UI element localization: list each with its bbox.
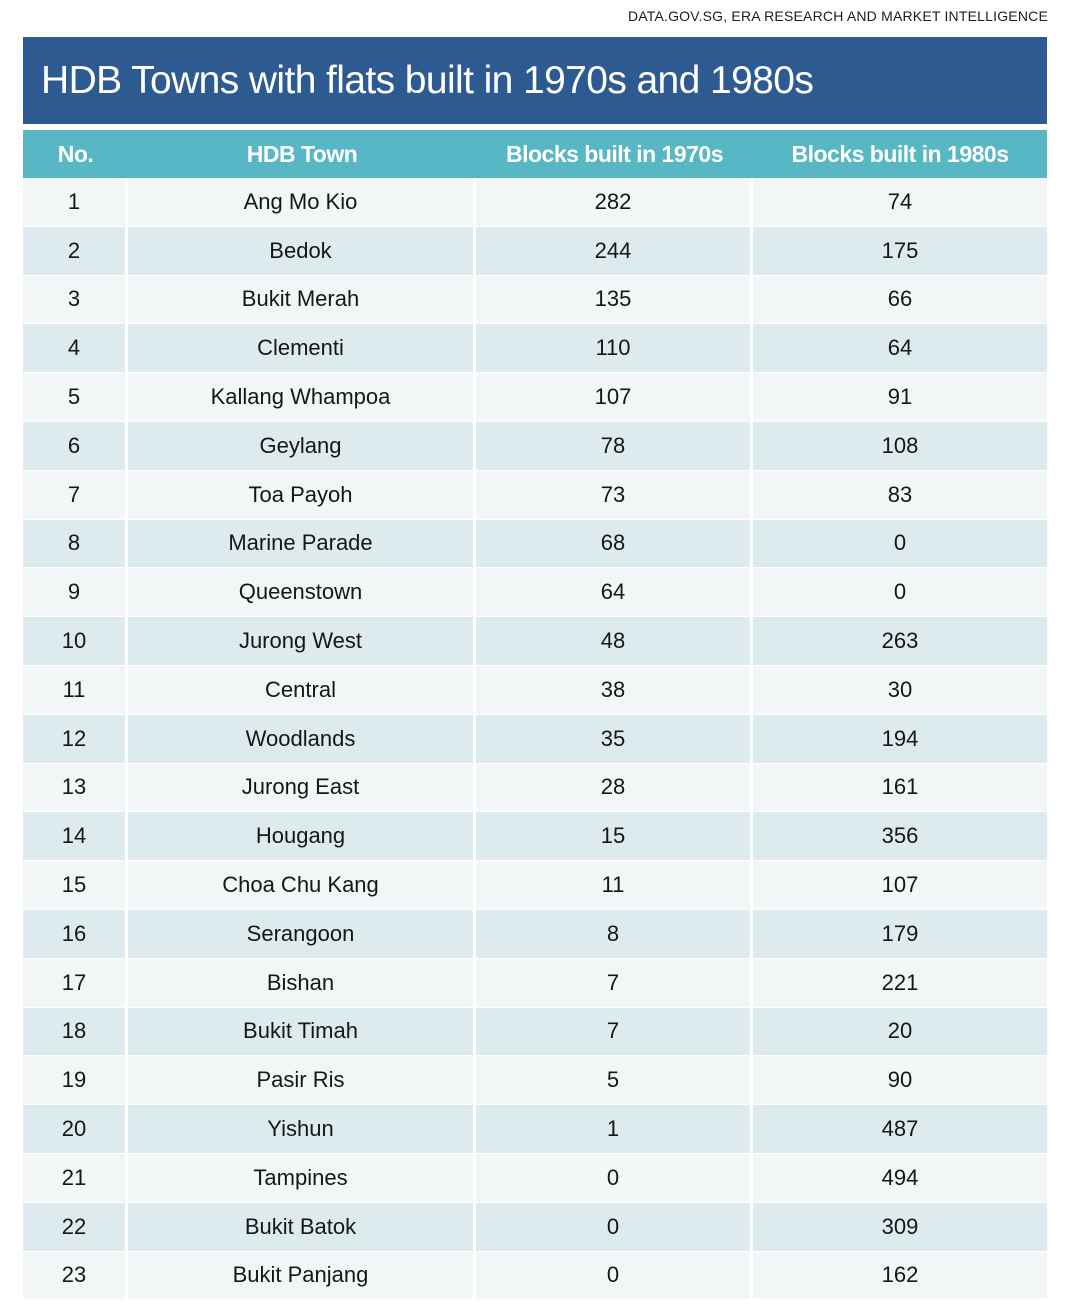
blocks-1970s: 110 [476,324,753,372]
row-number: 10 [23,617,128,665]
table-row [23,373,1047,422]
blocks-1970s: 244 [476,227,753,275]
town-name: Bishan [128,959,476,1007]
blocks-1980s: 0 [893,579,907,605]
row-number: 9 [23,568,128,616]
blocks-1980s: 90 [887,1067,913,1093]
table-row [23,1252,1047,1301]
town-name: Jurong East [128,764,476,812]
blocks-1980s: 64 [887,335,913,361]
row-number: 5 [23,373,128,421]
town-name: Tampines [128,1154,476,1202]
blocks-1980s: 0 [893,530,907,556]
table-row [23,1105,1047,1154]
table-row [23,812,1047,861]
header-blocks-1980s: Blocks built in 1980s [791,140,1009,167]
town-name: Geylang [128,422,476,470]
blocks-1980s: 83 [887,481,913,507]
town-name: Pasir Ris [128,1056,476,1104]
blocks-1980s: 309 [881,1213,919,1239]
town-name: Jurong West [128,617,476,665]
row-number: 3 [23,276,128,324]
table-row [23,178,1047,227]
blocks-1970s: 11 [476,861,753,909]
blocks-1970s: 7 [476,959,753,1007]
table-row [23,861,1047,910]
blocks-1970s: 68 [476,520,753,568]
blocks-1980s: 194 [881,725,919,751]
table-row [23,227,1047,276]
source-credit: DATA.GOV.SG, ERA RESEARCH AND MARKET INTELLIGENCE [627,8,1048,24]
blocks-1970s: 28 [476,764,753,812]
blocks-1970s: 0 [476,1154,753,1202]
blocks-1970s: 282 [476,178,753,226]
table-row [23,276,1047,325]
blocks-1970s: 38 [476,666,753,714]
blocks-1980s: 494 [881,1164,919,1190]
blocks-1970s: 15 [476,812,753,860]
blocks-1970s: 135 [476,276,753,324]
row-number: 15 [23,861,128,909]
table-row [23,422,1047,471]
row-number: 21 [23,1154,128,1202]
table-row [23,959,1047,1008]
town-name: Queenstown [128,568,476,616]
row-number: 4 [23,324,128,372]
town-name: Bedok [128,227,476,275]
blocks-1980s: 162 [881,1262,919,1288]
blocks-1970s: 5 [476,1056,753,1104]
row-number: 19 [23,1056,128,1104]
blocks-1980s: 179 [881,920,919,946]
table-body [23,178,1047,1300]
blocks-1970s: 0 [476,1252,753,1300]
town-name: Bukit Panjang [128,1252,476,1300]
town-name: Ang Mo Kio [128,178,476,226]
row-number: 22 [23,1203,128,1251]
blocks-1980s: 30 [887,676,913,702]
title-bar [23,37,1047,127]
blocks-1970s: 0 [476,1203,753,1251]
row-number: 1 [23,178,128,226]
chart-title: HDB Towns with flats built in 1970s and 1980s [41,59,814,102]
row-number: 23 [23,1252,128,1300]
blocks-1980s: 108 [881,432,919,458]
row-number: 7 [23,471,128,519]
header-town: HDB Town [246,140,358,167]
blocks-1970s: 64 [476,568,753,616]
town-name: Bukit Merah [128,276,476,324]
blocks-1970s: 7 [476,1008,753,1056]
blocks-1970s: 35 [476,715,753,763]
table-row [23,666,1047,715]
town-name: Serangoon [128,910,476,958]
table-row [23,520,1047,569]
blocks-1980s: 263 [881,628,919,654]
blocks-1980s: 175 [881,237,919,263]
blocks-1980s: 74 [887,188,913,214]
row-number: 8 [23,520,128,568]
table-row [23,1203,1047,1252]
row-number: 6 [23,422,128,470]
town-name: Bukit Batok [128,1203,476,1251]
row-number: 2 [23,227,128,275]
blocks-1980s: 161 [881,774,919,800]
table-row [23,715,1047,764]
blocks-1980s: 91 [887,384,913,410]
blocks-1970s: 8 [476,910,753,958]
header-blocks-1970s: Blocks built in 1970s [505,140,724,167]
blocks-1980s: 66 [887,286,913,312]
row-number: 18 [23,1008,128,1056]
town-name: Hougang [128,812,476,860]
table-row [23,568,1047,617]
row-number: 20 [23,1105,128,1153]
table-row [23,910,1047,959]
town-name: Central [128,666,476,714]
table-row [23,324,1047,373]
blocks-1980s: 487 [881,1116,919,1142]
blocks-1980s: 356 [881,823,919,849]
data-table [23,130,1047,1300]
town-name: Yishun [128,1105,476,1153]
town-name: Kallang Whampoa [128,373,476,421]
town-name: Woodlands [128,715,476,763]
blocks-1980s: 221 [881,969,919,995]
row-number: 13 [23,764,128,812]
blocks-1980s: 107 [881,872,919,898]
row-number: 12 [23,715,128,763]
header-no: No. [57,140,94,167]
town-name: Bukit Timah [128,1008,476,1056]
row-number: 17 [23,959,128,1007]
blocks-1970s: 107 [476,373,753,421]
town-name: Clementi [128,324,476,372]
town-name: Choa Chu Kang [128,861,476,909]
town-name: Toa Payoh [128,471,476,519]
blocks-1970s: 48 [476,617,753,665]
row-number: 16 [23,910,128,958]
town-name: Marine Parade [128,520,476,568]
blocks-1970s: 78 [476,422,753,470]
row-number: 11 [23,666,128,714]
table-row [23,617,1047,666]
blocks-1970s: 73 [476,471,753,519]
table-header [23,130,1047,178]
table-row [23,764,1047,813]
blocks-1980s: 20 [887,1018,913,1044]
table-row [23,471,1047,520]
row-number: 14 [23,812,128,860]
blocks-1970s: 1 [476,1105,753,1153]
table-row [23,1154,1047,1203]
table-row [23,1008,1047,1057]
table-row [23,1056,1047,1105]
